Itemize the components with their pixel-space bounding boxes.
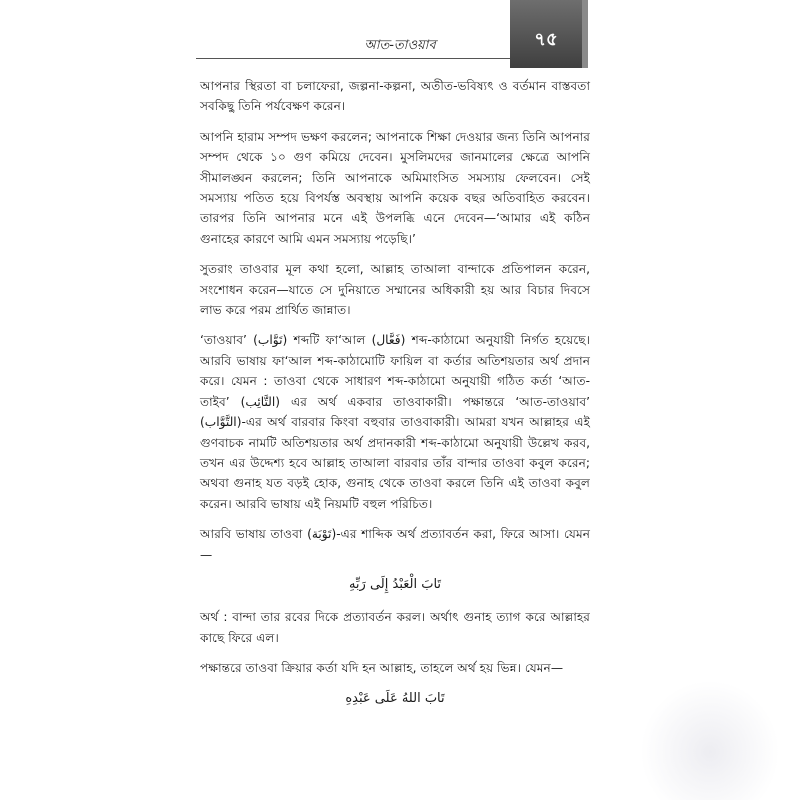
paragraph-6: অর্থ : বান্দা তার রবের দিকে প্রত্যাবর্তন করল। অর্থাৎ গুনাহ ত্যাগ করে আল্লাহর কাছে ফিরে এল। [200,610,590,645]
paragraph-4 [200,330,590,514]
arabic-at-tawwab: التَّوَّاب [204,415,237,430]
paragraph-5-text-a: আরবি ভাষায় তাওবা ( [200,527,312,542]
arabic-example-1: تَابَ الْعَبْدُ إِلَى رَبِّهِ [348,576,442,592]
page-body [200,76,590,721]
paragraph-4-text-a: ‘তাওয়াব’ ( [200,333,258,348]
paragraph-2: আপনি হারাম সম্পদ ভক্ষণ করলেন; আপনাকে শিক্ষা দেওয়ার জন্য তিনি আপনার সম্পদ থেকে ১০ গুণ কমিয়ে দেবেন। মুসলিমদের জানমালের ক্ষেত্রে আপনি সীমালঙ্ঘন করলেন; তিনি আপনাকে অমিমাংসিত সমস্যায় ফেলবেন। সেই সমস্যায় পতিত হয়ে বিপর্যস্ত অবস্থায় আপনি কয়েক বছর অতিবাহিত করবেন। তারপর তিনি আপনার মনে এই উপলব্ধি এনে দেবেন—‘আমার এই কঠিন গুনাহের কারণে আমি এমন সমস্যায় পড়েছি।’ [200,129,590,246]
paragraph-5 [200,524,590,565]
paragraph-4-text-d: ) এর অর্থ একবার তাওবাকারী। পক্ষান্তরে ‘আত-তাওয়াব’ ( [200,394,590,430]
arabic-tawwab: تَوَّاب [257,333,283,348]
paragraph-4-text-e: )-এর অর্থ বারবার কিংবা বহুবার তাওবাকারী। আমরা যখন আল্লাহর এই গুণবাচক নামটি অতিশয়তার অর্থ প্রদানকারী শব্দ-কাঠামো অনুযায়ী উল্লেখ করব, তখন এর উদ্দেশ্য হবে আল্লাহ তাআলা বারবার তাঁর বান্দার তাওবা কবুল করেন; অথবা গুনাহ যত বড়ই হোক, গুনাহ থেকে তাওবা করলে তিনি এই তাওবা কবুল করেন। আরবি ভাষায় এই নিয়মটি বহুল পরিচিত। [200,415,590,511]
page-number: ৭৫ [534,29,558,50]
paragraph-5-text-b: )-এর শাব্দিক অর্থ প্রত্যাবর্তন করা, ফিরে আসা। যেমন— [200,527,590,562]
page-number-tab [510,0,588,68]
paragraph-3: সুতরাং তাওবার মূল কথা হলো, আল্লাহ তাআলা বান্দাকে প্রতিপালন করেন, সংশোধন করেন—যাতে সে দুনিয়াতে সম্মানের অধিকারী হয় আর বিচার দিবসে লাভ করে পরম প্রার্থিত জান্নাত। [200,262,590,318]
header-divider [196,58,516,59]
paragraph-1: আপনার স্থিরতা বা চলাফেরা, জল্পনা-কল্পনা, অতীত-ভবিষ্যৎ ও বর্তমান বাস্তবতা সবকিছু তিনি পর্যবেক্ষণ করেন। [200,79,590,114]
paragraph-4-text-c: ) শব্দ-কাঠামো অনুযায়ী নির্গত হয়েছে। আরবি ভাষায় ফা‘আল শব্দ-কাঠামোটি ফায়িল বা কর্তার অতিশয়তার অর্থ প্রদান করে। যেমন : তাওবা থেকে সাধারণ শব্দ-কাঠামো অনুযায়ী গঠিত কর্তা ‘আত-তাইব’ ( [200,333,590,409]
paragraph-4-text-b: ) শব্দটি ফা‘আল ( [282,333,377,348]
photo-glare [640,680,780,800]
arabic-at-taib: التَّائِب [245,394,276,409]
running-header-title: আত-তাওয়াব [364,38,436,53]
paragraph-7: পক্ষান্তরে তাওবা ক্রিয়ার কর্তা যদি হন আল্লাহ, তাহলে অর্থ হয় ভিন্ন। যেমন— [200,661,564,676]
arabic-example-2: تَابَ اللهُ عَلَى عَبْدِهِ [345,690,445,706]
arabic-tawbah: تَوْبَة [311,527,332,542]
arabic-faal: فَعَّال [376,333,401,348]
